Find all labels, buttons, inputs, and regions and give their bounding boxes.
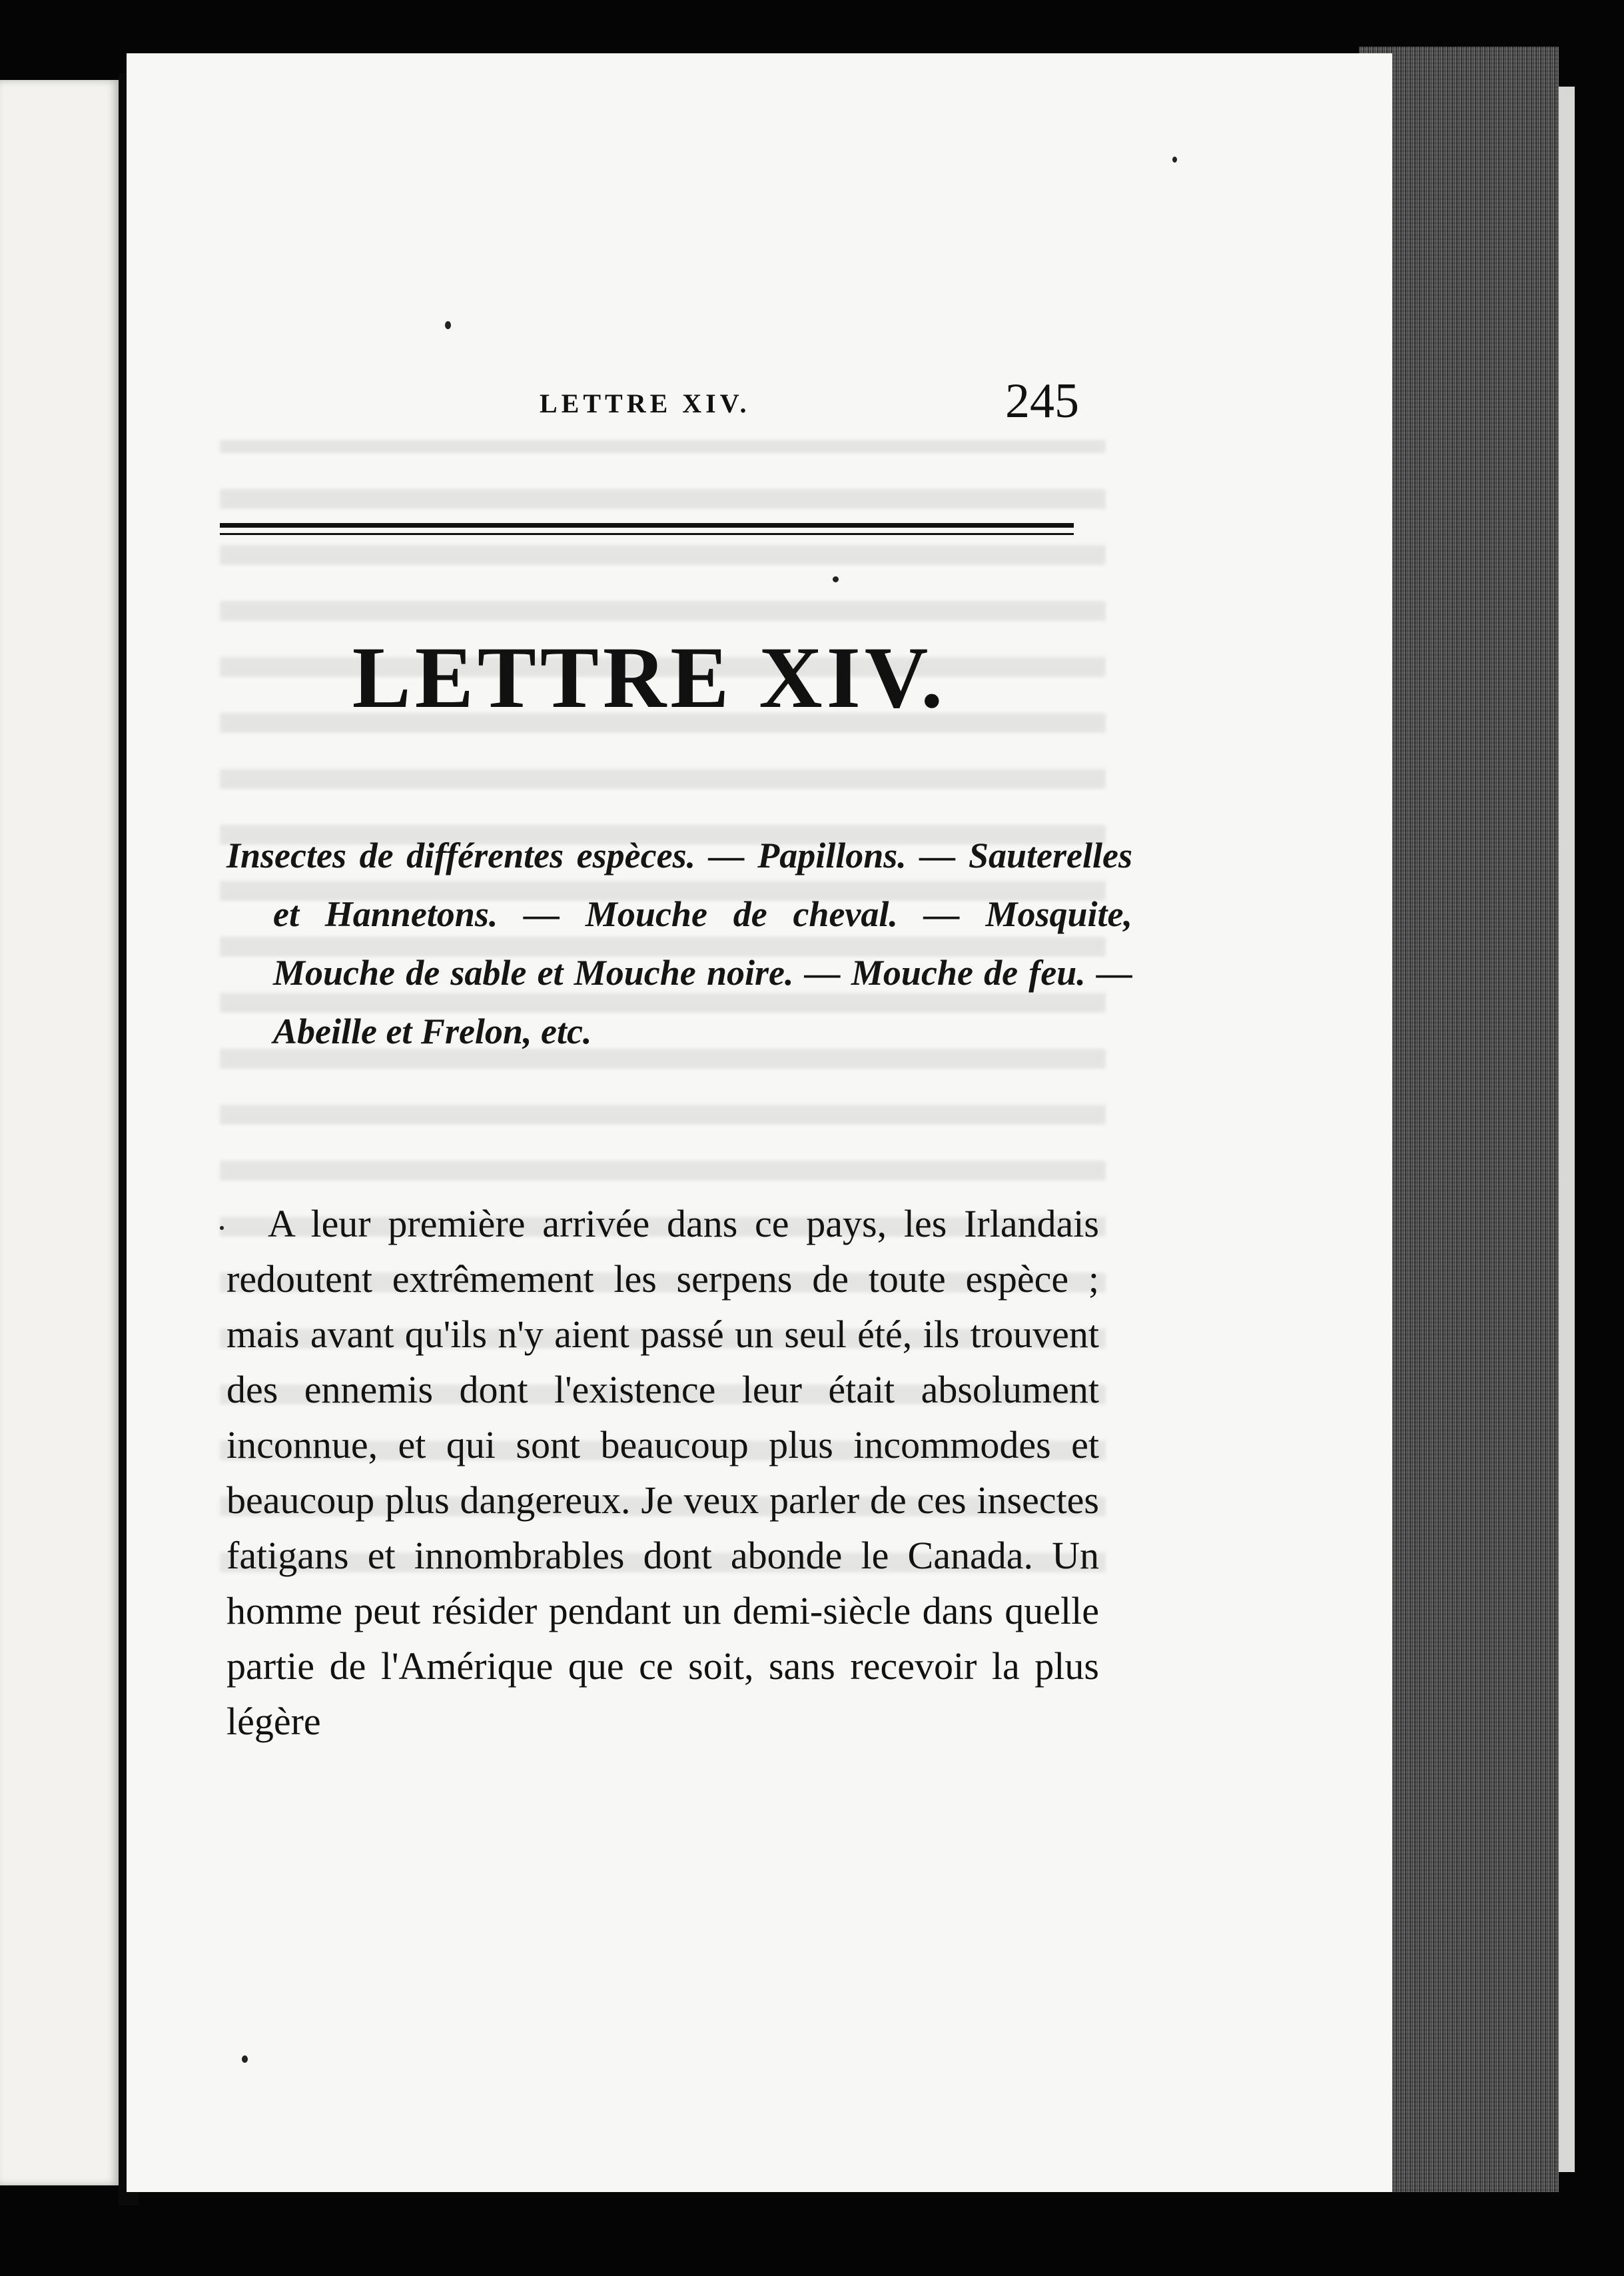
header-rule-thick	[220, 523, 1074, 528]
header-rule-thin	[220, 533, 1074, 535]
running-head-title: LETTRE XIV.	[540, 388, 751, 418]
left-facing-page	[0, 80, 119, 2185]
ink-speck	[1172, 157, 1177, 163]
page-number: 245	[1005, 374, 1079, 428]
ink-speck	[445, 321, 451, 329]
body-paragraph: A leur première arrivée dans ce pays, les Irlandais redoutent extrêmement les serpens de toute espèce ; mais avant qu'ils n'y aient passé un seul été, ils trouvent des ennemis dont l'existence leur était absolument inconnue, et qui sont beaucoup plus incommodes et beaucoup plus dangereux. Je veux parler de ces insectes fatigans et innombrables dont abonde le Canada. Un homme peut résider pendant un demi-siècle dans quelle partie de l'Amérique que ce soit, sans recevoir la plus légère	[226, 1202, 1099, 1743]
ink-speck	[242, 2055, 248, 2063]
book-cover-edge	[1559, 87, 1575, 2172]
chapter-summary: Insectes de différentes espèces. — Papillons. — Sauterelles et Hannetons. — Mouche de cheval. — Mosquite, Mouche de sable et Mouche noire. — Mouche de feu. — Abeille et Frelon, etc.	[226, 836, 1132, 1051]
chapter-title: LETTRE XIV.	[352, 628, 947, 726]
ink-speck	[220, 1226, 224, 1230]
ink-speck	[833, 576, 839, 582]
running-head	[220, 373, 1079, 426]
